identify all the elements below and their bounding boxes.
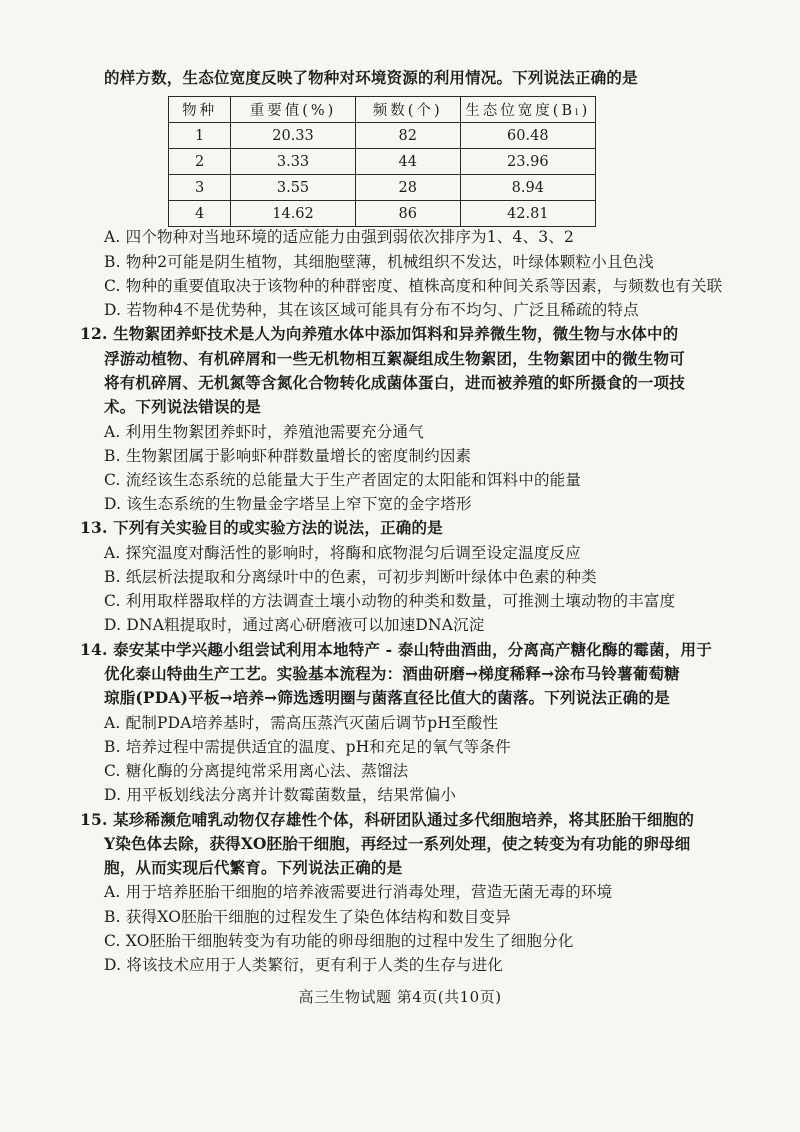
q14-option-d: D. 用平板划线法分离并计数霉菌数量，结果常偏小 — [104, 786, 457, 804]
q13-option-c: C. 利用取样器取样的方法调查土壤小动物的种类和数量，可推测土壤动物的丰富度 — [104, 592, 676, 610]
species-data-table — [168, 96, 596, 227]
q13-option-b: B. 纸层析法提取和分离绿叶中的色素，可初步判断叶绿体中色素的种类 — [104, 568, 597, 586]
q12-stem-line: 术。下列说法错误的是 — [104, 397, 262, 416]
table-cell: 44 — [355, 149, 460, 175]
q12-stem-line: 浮游动植物、有机碎屑和一些无机物相互絮凝组成生物絮团，生物絮团中的微生物可 — [104, 349, 685, 368]
table-header-cell: 物种 — [169, 97, 231, 123]
table-row — [169, 123, 596, 149]
table-cell: 60.48 — [460, 123, 595, 149]
table-row — [169, 201, 596, 227]
table-header-cell: 生态位宽度(Bₗ) — [460, 97, 595, 123]
q14-stem-line: 琼脂(PDA)平板→培养→筛选透明圈与菌落直径比值大的菌落。下列说法正确的是 — [104, 688, 670, 707]
table-cell: 86 — [355, 201, 460, 227]
table-header-row — [169, 97, 596, 123]
q11-option-d: D. 若物种4不是优势种，其在该区域可能具有分布不均匀、广泛且稀疏的特点 — [104, 301, 639, 319]
table-cell: 20.33 — [231, 123, 356, 149]
q12-stem-line: 将有机碎屑、无机氮等含氮化合物转化成菌体蛋白，进而被养殖的虾所摄食的一项技 — [104, 373, 685, 392]
table-cell: 3.55 — [231, 175, 356, 201]
q11-option-c: C. 物种的重要值取决于该物种的种群密度、植株高度和种间关系等因素，与频数也有关联 — [104, 277, 723, 295]
q13-option-d: D. DNA粗提取时，通过离心研磨液可以加速DNA沉淀 — [104, 616, 485, 634]
table-cell: 2 — [169, 149, 231, 175]
q11-option-b: B. 物种2可能是阴生植物，其细胞壁薄，机械组织不发达，叶绿体颗粒小且色浅 — [104, 253, 655, 271]
q15-option-a: A. 用于培养胚胎干细胞的培养液需要进行消毒处理，营造无菌无毒的环境 — [104, 883, 613, 901]
q12-option-d: D. 该生态系统的生物量金字塔呈上窄下宽的金字塔形 — [104, 495, 472, 513]
table-cell: 23.96 — [460, 149, 595, 175]
table-cell: 14.62 — [231, 201, 356, 227]
q14-stem-line: 14. 泰安某中学兴趣小组尝试利用本地特产 - 泰山特曲酒曲，分离高产糖化酶的霉菌，用于 — [80, 640, 712, 659]
table-header-cell: 频数(个) — [355, 97, 460, 123]
q14-stem-line: 优化泰山特曲生产工艺。实验基本流程为：酒曲研磨→梯度稀释→涂布马铃薯葡萄糖 — [104, 664, 680, 683]
table-cell: 28 — [355, 175, 460, 201]
q12-option-b: B. 生物絮团属于影响虾种群数量增长的密度制约因素 — [104, 447, 472, 465]
q15-stem-line: Y染色体去除，获得XO胚胎干细胞，再经过一系列处理，使之转变为有功能的卵母细 — [104, 834, 691, 853]
q15-option-b: B. 获得XO胚胎干细胞的过程发生了染色体结构和数目变异 — [104, 908, 511, 926]
table-cell: 8.94 — [460, 175, 595, 201]
table-cell: 4 — [169, 201, 231, 227]
q11-option-a: A. 四个物种对当地环境的适应能力由强到弱依次排序为1、4、3、2 — [104, 228, 575, 246]
q14-option-a: A. 配制PDA培养基时，需高压蒸汽灭菌后调节pH至酸性 — [104, 714, 499, 732]
q12-stem-line: 12. 生物絮团养虾技术是人为向养殖水体中添加饵料和异养微生物，微生物与水体中的 — [80, 324, 679, 343]
table-cell: 1 — [169, 123, 231, 149]
q15-option-d: D. 将该技术应用于人类繁衍，更有利于人类的生存与进化 — [104, 956, 504, 974]
table-cell: 3 — [169, 175, 231, 201]
table-header-cell: 重要值(%) — [231, 97, 356, 123]
table-cell: 82 — [355, 123, 460, 149]
page-footer: 高三生物试题 第4页(共10页) — [298, 988, 502, 1006]
q14-option-b: B. 培养过程中需提供适宜的温度、pH和充足的氧气等条件 — [104, 738, 511, 756]
question-11-stem-tail: 的样方数，生态位宽度反映了物种对环境资源的利用情况。下列说法正确的是 — [104, 68, 638, 87]
q13-stem-line: 13. 下列有关实验目的或实验方法的说法，正确的是 — [80, 518, 443, 537]
table-row — [169, 149, 596, 175]
table-cell: 3.33 — [231, 149, 356, 175]
q15-option-c: C. XO胚胎干细胞转变为有功能的卵母细胞的过程中发生了细胞分化 — [104, 932, 574, 950]
q12-option-a: A. 利用生物絮团养虾时，养殖池需要充分通气 — [104, 423, 424, 441]
q12-option-c: C. 流经该生态系统的总能量大于生产者固定的太阳能和饵料中的能量 — [104, 471, 582, 489]
q15-stem-line: 15. 某珍稀濒危哺乳动物仅存雄性个体，科研团队通过多代细胞培养，将其胚胎干细胞的 — [80, 810, 695, 829]
q15-stem-line: 胞，从而实现后代繁育。下列说法正确的是 — [104, 858, 403, 877]
table-row — [169, 175, 596, 201]
q13-option-a: A. 探究温度对酶活性的影响时，将酶和底物混匀后调至设定温度反应 — [104, 544, 581, 562]
table-cell: 42.81 — [460, 201, 595, 227]
q14-option-c: C. 糖化酶的分离提纯常采用离心法、蒸馏法 — [104, 762, 409, 780]
